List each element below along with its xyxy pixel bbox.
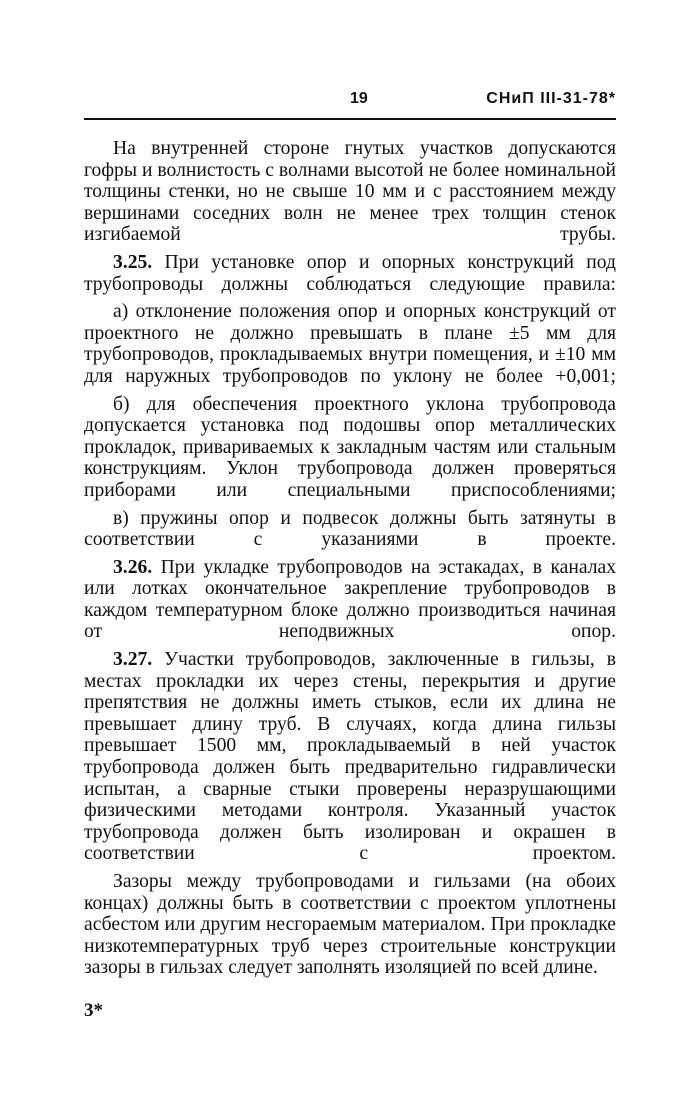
page-number: 19: [350, 90, 368, 107]
paragraph-3-25: 3.25. При установке опор и опорных конструкций под трубопроводы должны соблюдаться следующие правила:: [84, 251, 616, 295]
clause-number: 3.26.: [113, 556, 153, 578]
signature-mark: 3*: [84, 1000, 103, 1021]
paragraph: Зазоры между трубопроводами и гильзами (на обоих концах) должны быть в соответствии с проектом уплотнены асбестом или другим несгораемым материалом. При прокладке низкотемпературных труб через строительные конструкции зазоры в гильзах следует заполнять изоляцией по всей длине.: [84, 871, 616, 979]
paragraph-3-26: 3.26. При укладке трубопроводов на эстакадах, в каналах или лотках окончательное закрепление трубопроводов в каждом температурном блоке должно производиться начиная от неподвижных опор.: [84, 556, 616, 643]
paragraph: На внутренней стороне гнутых участков допускаются гофры и волнистость с волнами высотой не более номинальной толщины стенки, но не свыше 10 мм и с расстоянием между вершинами соседних волн не менее трех толщин стенок изгибаемой трубы.: [84, 138, 616, 246]
paragraph-item-b: б) для обеспечения проектного уклона трубопровода допускается установка под подошвы опор металлических прокладок, привариваемых к закладным частям или стальным конструкциям. Уклон трубопровода должен проверяться приборами или специальными приспособлениями;: [84, 393, 616, 501]
header-rule: [84, 118, 616, 120]
paragraph-item-v: в) пружины опор и подвесок должны быть затянуты в соответствии с указаниями в проекте.: [84, 507, 616, 551]
document-code: СНиП III-31-78*: [486, 90, 616, 107]
paragraph-3-27: 3.27. Участки трубопроводов, заключенные в гильзы, в местах прокладки их через стены, перекрытия и другие препятствия не должны иметь стыков, если их длина не превышает длину труб. В случаях, когда длина гильзы превышает 1500 мм, прокладываемый в ней участок трубопровода должен быть предварительно гидравлически испытан, а сварные стыки проверены неразрушающими физическими методами контроля. Указанный участок трубопровода должен быть изолирован и окрашен в соответствии с проектом.: [84, 649, 616, 865]
clause-number: 3.27.: [113, 649, 153, 671]
body-text: [84, 138, 616, 979]
clause-number: 3.25.: [113, 251, 153, 273]
page-header: [84, 90, 616, 116]
paragraph-item-a: а) отклонение положения опор и опорных конструкций от проектного не должно превышать в плане ±5 мм для трубопроводов, прокладываемых внутри помещения, и ±10 мм для наружных трубопроводов по уклону не более +0,001;: [84, 301, 616, 387]
